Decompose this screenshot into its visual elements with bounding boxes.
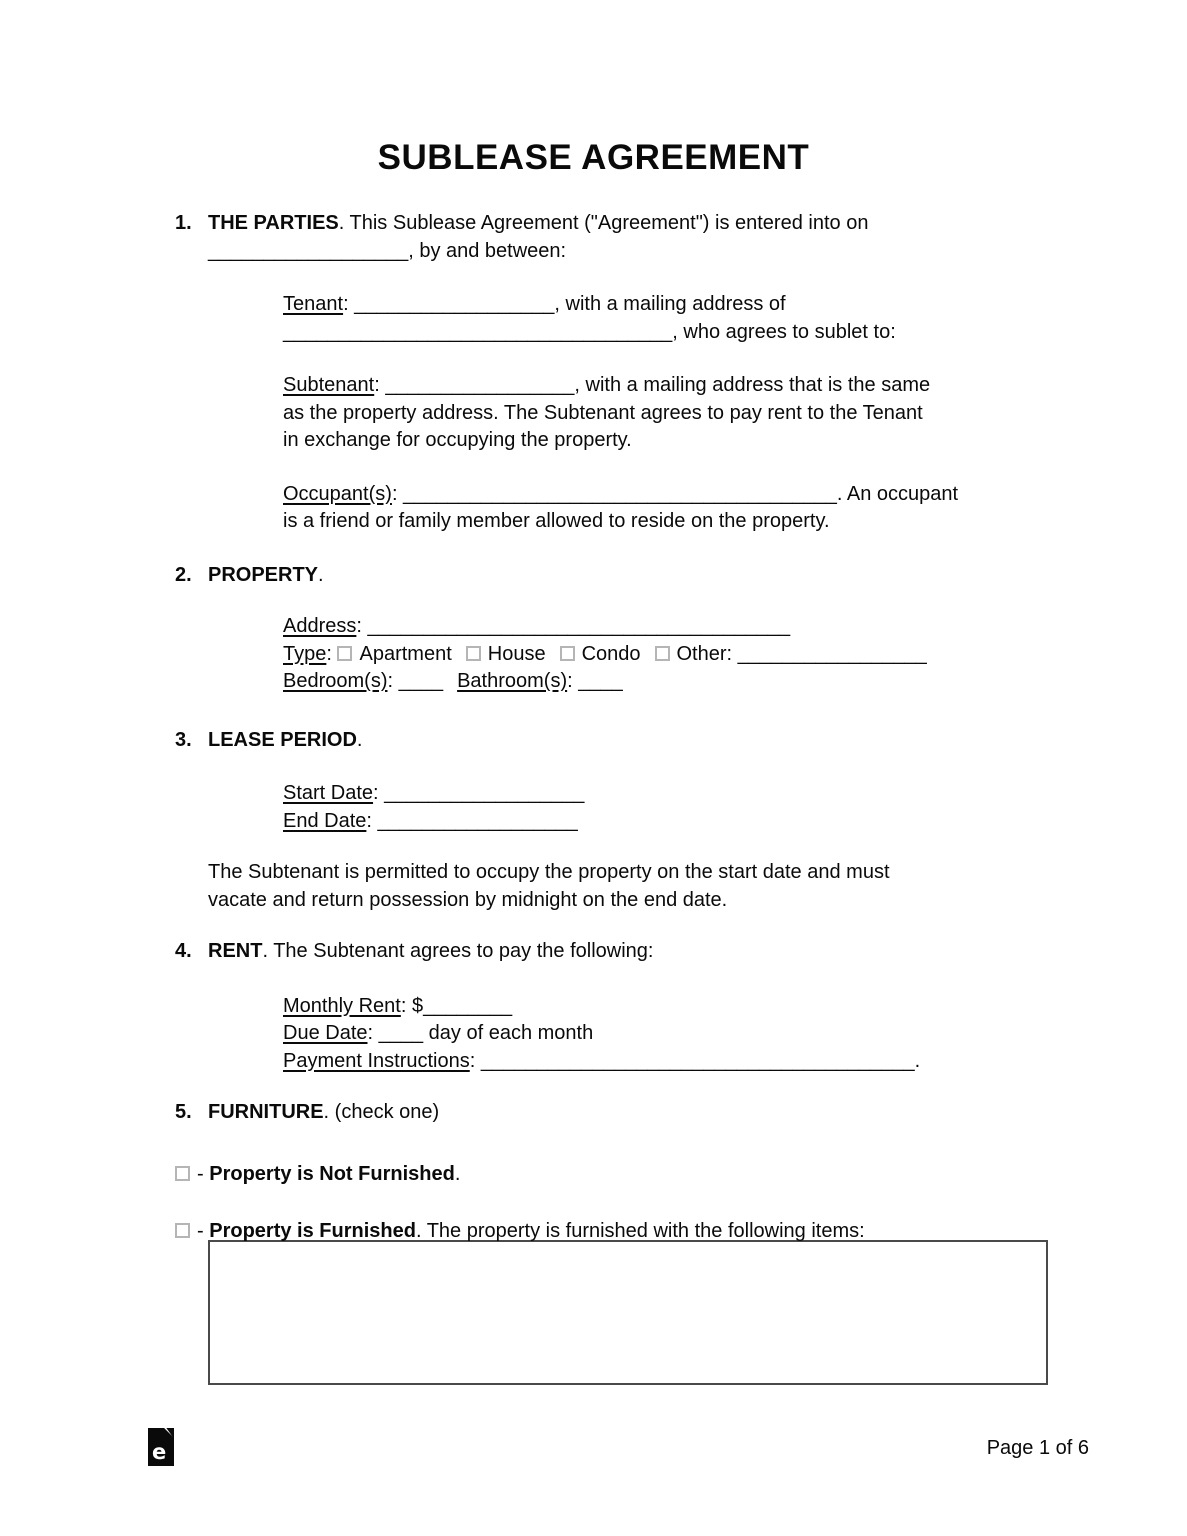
rent-details (283, 993, 1053, 1076)
section-heading: LEASE PERIOD (208, 728, 357, 751)
heading-tail: . The Subtenant agrees to pay the following: (262, 940, 654, 962)
lease-para-line2: vacate and return possession by midnight on the end date. (208, 888, 728, 911)
occupant-line1: : _______________________________________. An occupant (391, 482, 959, 505)
occupant-label: Occupant(s) (283, 482, 392, 505)
payment-instructions-blank: : _______________________________________. (469, 1049, 921, 1072)
payment-instructions-label: Payment Instructions (283, 1049, 470, 1072)
occupant-clause (283, 481, 1053, 536)
subtenant-clause (283, 372, 1053, 455)
type-other-blank: Other: _________________ (676, 642, 927, 665)
section-heading: RENT (208, 940, 263, 962)
dash: - (197, 1162, 204, 1185)
section-heading: FURNITURE (208, 1101, 324, 1123)
heading-tail: . (318, 563, 324, 586)
subtenant-label: Subtenant (283, 374, 375, 396)
section-heading: PROPERTY (208, 563, 319, 586)
section-number: 2. (175, 563, 192, 586)
lease-dates (283, 780, 1053, 835)
subtenant-line1: : _________________, with a mailing address that is the same (374, 374, 931, 396)
furnished-tail: . The property is furnished with the following items: (415, 1220, 865, 1242)
section-rent (175, 938, 1187, 966)
heading-tail: . (check one) (323, 1101, 440, 1123)
checkbox-other[interactable] (655, 646, 670, 661)
occupant-line2: is a friend or family member allowed to reside on the property. (283, 510, 830, 532)
parties-intro (208, 210, 1086, 265)
monthly-rent-label: Monthly Rent (283, 994, 401, 1017)
bedrooms-label: Bedroom(s) (283, 670, 388, 692)
tenant-line2: ___________________________________, who agrees to sublet to: (283, 320, 896, 343)
type-option-condo (560, 643, 641, 665)
section-furniture (175, 1099, 1187, 1127)
checkbox-house[interactable] (466, 646, 481, 661)
tenant-line1: : __________________, with a mailing address of (343, 293, 786, 315)
monthly-rent-blank: : $________ (400, 994, 513, 1017)
checkbox-not-furnished[interactable] (175, 1166, 190, 1181)
section-property (175, 562, 1187, 590)
parties-intro-text: . This Sublease Agreement ("Agreement") is entered into on (338, 212, 869, 234)
furnished-label: Property is Furnished (209, 1220, 416, 1242)
start-date-label: Start Date (283, 782, 374, 804)
address-blank: : ______________________________________ (356, 615, 791, 637)
logo-letter: e (152, 1440, 167, 1464)
furniture-items-box[interactable] (208, 1240, 1048, 1385)
tenant-clause (283, 291, 1053, 346)
type-colon: : (326, 642, 338, 665)
due-date-blank: : ____ day of each month (367, 1022, 594, 1044)
section-number: 4. (175, 940, 192, 962)
subtenant-line3: in exchange for occupying the property. (283, 429, 632, 451)
end-date-blank: : __________________ (366, 809, 578, 832)
page-title: SUBLEASE AGREEMENT (377, 138, 810, 177)
not-furnished-option (175, 1161, 1187, 1189)
type-label: Type (283, 642, 327, 665)
section-the-parties (175, 210, 1187, 265)
not-furnished-tail: . (454, 1162, 461, 1185)
page-number: Page 1 of 6 (986, 1437, 1089, 1459)
section-number: 3. (175, 728, 192, 751)
type-option-label: Apartment (359, 642, 452, 665)
subtenant-line2: as the property address. The Subtenant agrees to pay rent to the Tenant (283, 401, 923, 424)
section-number: 5. (175, 1101, 192, 1123)
checkbox-condo[interactable] (560, 646, 575, 661)
address-label: Address (283, 615, 357, 637)
checkbox-furnished[interactable] (175, 1223, 190, 1238)
eforms-logo (148, 1428, 174, 1466)
agreement-date-blank: __________________, by and between: (208, 239, 567, 262)
property-details (283, 613, 1053, 696)
furnished-option (175, 1218, 1187, 1246)
start-date-blank: : __________________ (373, 782, 585, 804)
section-number: 1. (175, 212, 192, 234)
checkbox-apartment[interactable] (337, 646, 352, 661)
end-date-label: End Date (283, 809, 367, 832)
heading-tail: . (356, 728, 363, 751)
lease-para-line1: The Subtenant is permitted to occupy the property on the start date and must (208, 861, 890, 883)
bathrooms-blank: : ____ (567, 670, 623, 692)
section-lease-period (175, 727, 1187, 755)
lease-period-paragraph (175, 859, 1187, 914)
section-heading: THE PARTIES (208, 212, 339, 234)
type-option-label: Condo (581, 642, 641, 665)
type-option-apartment (337, 643, 451, 665)
bathrooms-label: Bathroom(s) (457, 670, 568, 692)
type-option-label: House (487, 642, 546, 665)
spacer (175, 859, 208, 914)
bedrooms-blank: : ____ (387, 670, 444, 692)
type-option-other (655, 643, 927, 665)
due-date-label: Due Date (283, 1022, 368, 1044)
dash: - (197, 1220, 204, 1242)
tenant-label: Tenant (283, 293, 344, 315)
not-furnished-label: Property is Not Furnished (209, 1162, 455, 1185)
type-option-house (466, 643, 546, 665)
